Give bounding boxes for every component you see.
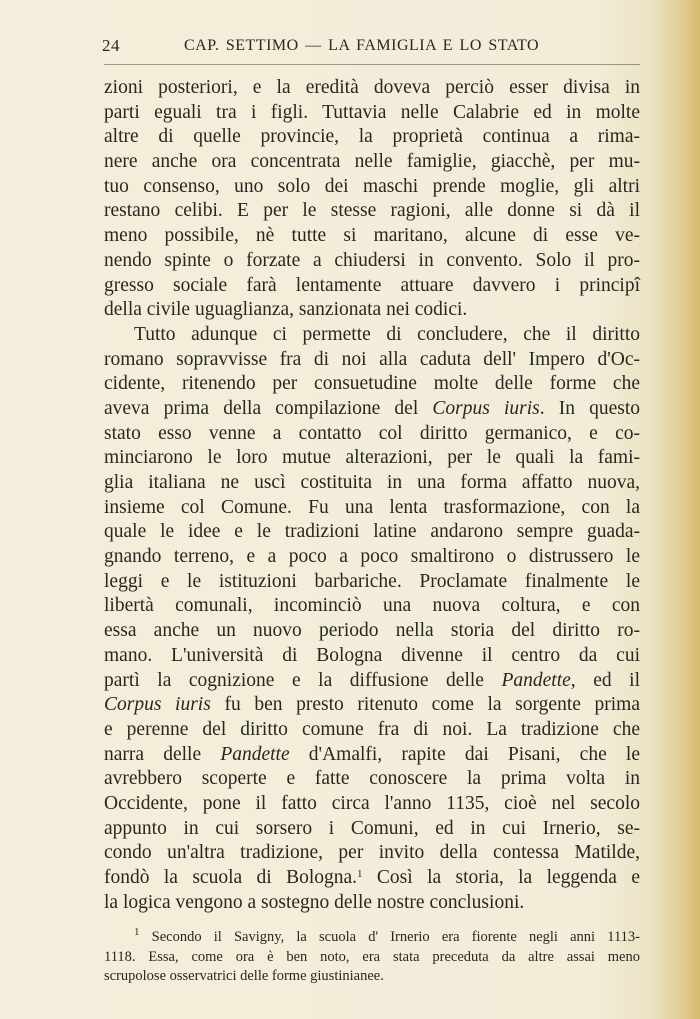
text-line: mano. L'università di Bologna divenne il centro da cui [104, 644, 640, 666]
running-title: CAP. SETTIMO — LA FAMIGLIA E LO STATO [184, 37, 540, 54]
page-number: 24 [102, 36, 120, 55]
text-line [104, 669, 640, 694]
text-segment: Così la storia, la leggenda e [362, 867, 640, 888]
text-line: restano celibi. E per le stesse ragioni, alle donne si dà il [104, 200, 640, 222]
text-line: meno possibile, nè tutte si maritano, alcune di esse ve- [104, 225, 640, 247]
text-line [104, 693, 640, 718]
header-rule [104, 64, 640, 65]
text-line: cidente, ritenendo per consuetudine molte delle forme che [104, 373, 640, 395]
text-line: appunto in cui sorsero i Comuni, ed in cui Irnerio, se- [104, 817, 640, 839]
text-line: nere anche ora concentrata nelle famiglie, giacchè, per mu- [104, 151, 640, 173]
footnote [104, 928, 640, 987]
text-line: Occidente, pone il fatto circa l'anno 1135, cioè nel secolo [104, 792, 640, 814]
text-line: quale le idee e le tradizioni latine andarono sempre guada- [104, 521, 640, 543]
text-line: essa anche un nuovo periodo nella storia del diritto ro- [104, 620, 640, 642]
text-line: stato esso venne a contatto col diritto germanico, e co- [104, 422, 640, 444]
text-line: libertà comunali, incominciò una nuova coltura, e con [104, 595, 640, 617]
text-segment: aveva prima della compilazione del [104, 397, 433, 419]
italic-title: Pandette [501, 669, 571, 691]
text-line: della civile uguaglianza, sanzionata nei codici. [104, 299, 468, 321]
text-line: gresso sociale farà lentamente attuare davvero i principî [104, 274, 640, 296]
text-line: avrebbero scoperte e fatte conoscere la prima volta in [104, 768, 640, 790]
text-segment: , ed il [570, 669, 640, 691]
text-line: tuo consenso, uno solo dei maschi prende moglie, gli altri [104, 175, 640, 197]
text-line: altre di quelle provincie, la proprietà continua a rima- [104, 126, 640, 148]
text-line: insieme col Comune. Fu una lenta trasformazione, con la [104, 496, 640, 518]
text-line: la logica vengono a sostegno delle nostre conclusioni. [104, 891, 525, 913]
body-text [104, 76, 640, 915]
text-line: zioni posteriori, e la eredità doveva perciò esser divisa in [104, 77, 640, 98]
text-line [104, 743, 640, 768]
footnote-line: scrupolose osservatrici delle forme giustinianee. [104, 968, 384, 984]
text-line: glia italiana ne uscì costituita in una forma affatto nuova, [104, 472, 640, 493]
footnote-reference: 1 [357, 868, 363, 880]
footnote-text: Secondo il Savigny, la scuola d' Irnerio era fiorente negli anni 1113- [139, 929, 640, 945]
text-segment: d'Amalfi, rapite dai Pisani, che le [289, 743, 640, 765]
running-head [102, 36, 642, 60]
italic-title: Pandette [220, 743, 290, 765]
italic-title: Corpus iuris [432, 397, 540, 419]
text-line: condo un'altra tradizione, per invito della contessa Matilde, [104, 842, 640, 864]
text-line: nendo spinte o forzate a chiudersi in convento. Solo il pro- [104, 249, 640, 271]
italic-title: Corpus iuris [104, 694, 211, 716]
text-line: leggi e le istituzioni barbariche. Proclamate finalmente le [104, 570, 640, 592]
text-line [104, 397, 640, 422]
footnote-marker: 1 [134, 926, 140, 938]
text-line: minciarono le loro mutue alterazioni, per le quali la fami- [104, 447, 640, 469]
text-segment: fu ben presto ritenuto come la sorgente prima [210, 694, 640, 716]
text-segment: . In questo [539, 397, 640, 419]
text-segment: fondò la scuola di Bologna. [104, 867, 358, 888]
footnote-line [104, 928, 640, 948]
text-line: gnando terreno, e a poco a poco smaltirono o distrussero le [104, 546, 640, 568]
text-line [104, 866, 640, 891]
text-segment: partì la cognizione e la diffusione delle [104, 669, 502, 691]
text-line: romano sopravvisse fra di noi alla caduta dell' Impero d'Oc- [104, 348, 640, 370]
text-segment: narra delle [104, 743, 221, 765]
text-line: parti eguali tra i figli. Tuttavia nelle Calabrie ed in molte [104, 101, 640, 123]
footnote-line: 1118. Essa, come ora è ben noto, era stata preceduta da altre assai meno [104, 948, 640, 965]
text-line: Tutto adunque ci permette di concludere, che il diritto [134, 323, 640, 345]
text-line: e perenne del diritto comune fra di noi. La tradizione che [104, 718, 640, 740]
